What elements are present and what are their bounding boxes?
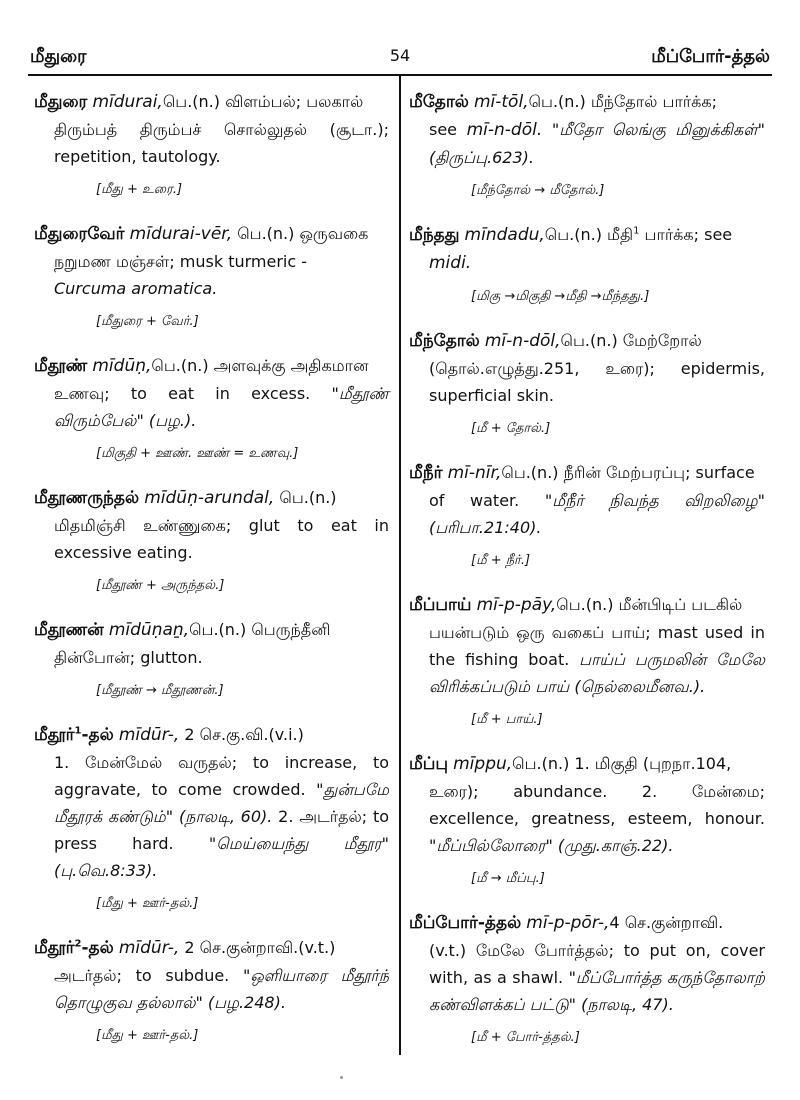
- etymology: [மீதூண் + அருந்தல்.]: [96, 578, 225, 593]
- citation: பாய்ப் பருமலின் மேலே விரிக்கப்படும் பாய் (நெல்லைமீனவ.).: [429, 650, 765, 696]
- grammar: பெ.(n.) மீதி: [544, 225, 634, 244]
- grammar: பெ.(n.) மீன்பிடிப் படகில்: [556, 595, 743, 614]
- transliteration: mī-n-dōl,: [484, 331, 561, 351]
- etymology: [மீ → மீப்பு.]: [471, 871, 545, 886]
- grammar: பெ.(n.) விளம்பல்; பலகால்: [162, 92, 364, 111]
- transliteration: mīdūṇaṉ,: [108, 620, 190, 640]
- sense-number: 1: [74, 725, 82, 737]
- print-speck: [340, 1076, 343, 1079]
- transliteration: mīdūr-,: [118, 725, 180, 745]
- transliteration: mī-p-pōr-,: [526, 913, 610, 933]
- entry: [34, 616, 389, 701]
- entry: [409, 750, 765, 889]
- definition: of water.: [429, 491, 520, 510]
- transliteration: mīdurai-vēr,: [129, 224, 233, 244]
- etymology: [மீந்தோல் → மீதோல்.]: [471, 183, 605, 198]
- scientific-name: Curcuma aromatica.: [54, 279, 218, 298]
- headword: மீதுரை: [34, 92, 88, 112]
- etymology: [மீதூண் → மீதூணன்.]: [96, 683, 224, 698]
- cross-reference: midi.: [429, 253, 472, 273]
- etymology: [மீதுரை + வேர்.]: [96, 314, 199, 329]
- definition: (தொல்.எழுத்து.251, உரை); epidermis, superficial skin.: [429, 359, 765, 405]
- entry: [409, 909, 765, 1048]
- entry: [409, 221, 765, 307]
- entry: [409, 88, 765, 201]
- citation: "மீநீர் நிவந்த விறலிழை" (பரிபா.21:40).: [429, 491, 766, 537]
- grammar: 2 செ.குன்றாவி.(v.t.): [184, 938, 336, 957]
- etymology: [மீது + ஊர்-தல்.]: [96, 896, 199, 911]
- etymology: [மிகுதி + ஊண். ஊண் = உணவு.]: [96, 446, 299, 461]
- right-column: [409, 88, 765, 1068]
- transliteration: mīndadu,: [464, 225, 545, 245]
- citation: "மெய்யைந்து மீதூர" (பு.வெ.8:33).: [54, 834, 389, 880]
- header-last-word: மீப்போர்-த்தல்: [651, 46, 770, 67]
- sense-number: 1: [633, 225, 640, 237]
- definition: தின்போன்; glutton.: [54, 648, 203, 667]
- transliteration: mī-nīr,: [447, 463, 502, 483]
- sense-number: 2: [74, 938, 82, 950]
- grammar: பெ.(n.) நீரின் மேற்பரப்பு; surface: [501, 463, 755, 482]
- definition: (v.t.) மேலே போர்த்தல்; to put on, cover with, as a shawl.: [429, 941, 765, 987]
- headword: மீதூர்$^2$-தல்: [34, 938, 114, 958]
- headword: மீதூணருந்தல்: [34, 488, 140, 508]
- etymology: [மீ + போர்-த்தல்.]: [471, 1030, 580, 1045]
- grammar: பார்க்க; see: [644, 225, 733, 244]
- grammar: பெ.(n.) ஒருவகை: [237, 224, 369, 243]
- citation: "மீப்போர்த்த கருந்தோலாற் கண்விளக்கப் பட்டு" (நாலடி, 47).: [429, 968, 765, 1014]
- definition: உரை); abundance. 2. மேன்மை; excellence, greatness, esteem, honour.: [429, 782, 765, 828]
- transliteration: mīdurai,: [92, 92, 163, 112]
- entry: [34, 88, 389, 200]
- citation: "மீதூண் விரும்பேல்" (பழ.).: [54, 384, 390, 430]
- grammar: பெ.(n.) 1. மிகுதி (புறநா.104,: [512, 754, 732, 773]
- cross-reference: mī-n-dōl.: [466, 120, 543, 140]
- grammar: பெ.(n.) அளவுக்கு அதிகமான: [151, 356, 369, 375]
- entry: [409, 591, 765, 730]
- grammar: 4 செ.குன்றாவி.: [609, 913, 724, 932]
- etymology: [மிகு →மிகுதி →மீதி →மீந்தது.]: [471, 289, 650, 304]
- citation: "மீப்பில்லோரை" (முது.காஞ்.22).: [429, 836, 674, 855]
- header-first-word: மீதுரை: [30, 46, 87, 67]
- transliteration: mīdūr-,: [118, 938, 180, 958]
- definition: 1. மேன்மேல் வருதல்; to increase, to aggravate, to come crowded.: [54, 753, 389, 799]
- transliteration: mīdūṇ-arundal,: [144, 488, 275, 508]
- definition: 2. அடர்தல்; to press hard.: [54, 807, 389, 853]
- grammar: பெ.(n.) மேற்றோல்: [560, 331, 702, 350]
- transliteration: mī-tōl,: [473, 92, 529, 112]
- transliteration: mīppu,: [453, 754, 513, 774]
- definition: நறுமண மஞ்சள்; musk turmeric -: [54, 252, 308, 271]
- definition: மிதமிஞ்சி உண்ணுகை; glut to eat in excessive eating.: [54, 516, 389, 562]
- left-column: [34, 88, 389, 1066]
- headword: மீதுரைவேர்: [34, 224, 125, 244]
- grammar: பெ.(n.): [279, 488, 337, 507]
- entry: [409, 459, 765, 571]
- column-divider: [399, 75, 401, 1055]
- definition: பயன்படும் ஒரு வகைப் பாய்; mast used in the fishing boat.: [429, 623, 765, 669]
- citation: "மீதோ லெங்கு மினுக்கிகள்" (திருப்பு.623).: [429, 120, 765, 167]
- headword: மீதூர்$^1$-தல்: [34, 725, 114, 745]
- etymology: [மீது + ஊர்-தல்.]: [96, 1028, 199, 1043]
- etymology: [மீ + நீர்.]: [471, 553, 531, 568]
- definition: அடர்தல்; to subdue.: [54, 966, 230, 985]
- citation: "துன்பமே மீதூரக் கண்டும்" (நாலடி, 60).: [54, 780, 389, 826]
- grammar: பெ.(n.) பெருந்தீனி: [189, 620, 331, 639]
- citation: "ஒளியாரை மீதூர்ந் தொழுகுவ தல்லால்" (பழ.248).: [54, 966, 389, 1012]
- grammar: பெ.(n.) மீந்தோல் பார்க்க;: [528, 92, 718, 111]
- etymology: [மீது + உரை.]: [96, 182, 183, 197]
- headword: மீதோல்: [409, 92, 469, 112]
- entry: [409, 327, 765, 439]
- headword: மீந்தது: [409, 225, 460, 245]
- entry: [34, 352, 389, 464]
- entry: [34, 220, 389, 332]
- page-header: [28, 40, 772, 76]
- etymology: [மீ + தோல்.]: [471, 421, 551, 436]
- headword: மீப்பு: [409, 754, 449, 774]
- grammar: 2 செ.கு.வி.(v.i.): [184, 725, 304, 744]
- headword: மீந்தோல்: [409, 331, 480, 351]
- entry: [34, 934, 389, 1046]
- headword: மீப்போர்-த்தல்: [409, 913, 522, 933]
- entry: [34, 721, 389, 914]
- definition: திரும்பத் திரும்பச் சொல்லுதல் (சூடா.); repetition, tautology.: [54, 120, 389, 166]
- entry: [34, 484, 389, 596]
- definition: see: [429, 120, 458, 139]
- headword: மீநீர்: [409, 463, 443, 483]
- etymology: [மீ + பாய்.]: [471, 712, 543, 727]
- definition: உணவு; to eat in excess.: [54, 384, 311, 403]
- transliteration: mīdūṇ,: [92, 356, 152, 376]
- headword: மீதூணன்: [34, 620, 104, 640]
- headword: மீப்பாய்: [409, 595, 472, 615]
- page-number: 54: [389, 46, 411, 65]
- headword: மீதூண்: [34, 356, 88, 376]
- transliteration: mī-p-pāy,: [476, 595, 557, 615]
